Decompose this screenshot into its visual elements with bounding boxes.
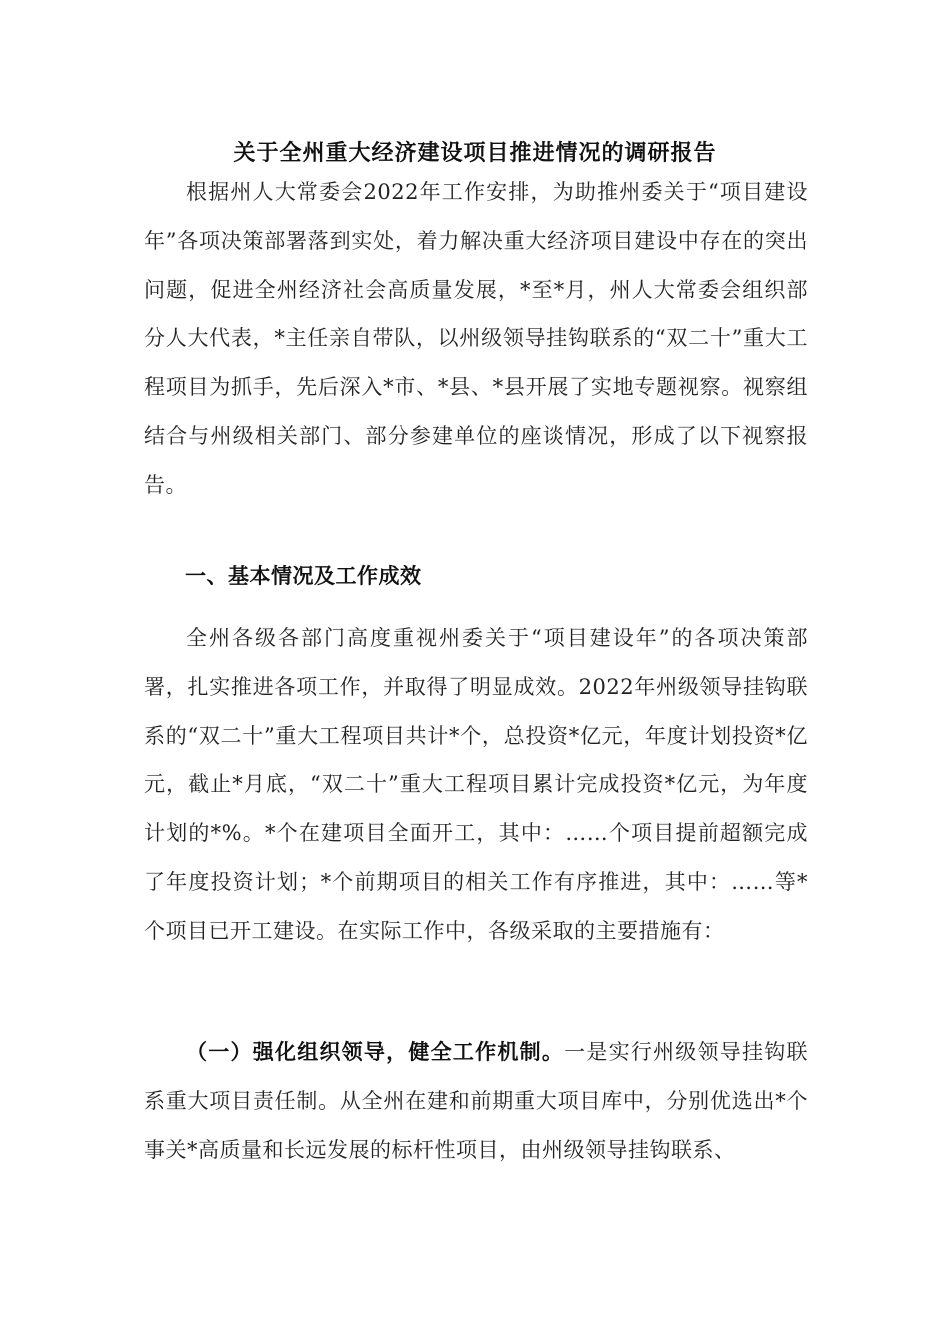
document-title: 关于全州重大经济建设项目推进情况的调研报告: [233, 141, 717, 166]
section-heading-basic-situation: 一、基本情况及工作成效: [185, 564, 422, 588]
measure-one-lead: （一）强化组织领导，健全工作机制。: [186, 1040, 565, 1064]
basic-situation-paragraph: 全州各级各部门高度重视州委关于“项目建设年”的各项决策部署，扎实推进各项工作，并取得了明显成效。2022年州级领导挂钩联系的“双二十”重大工程项目共计*个，总投资*亿元，年度计划投资*亿元，截止*月底，“双二十”重大工程项目累计完成投资*亿元，为年度计划的*%。*个在建项目全面开工，其中：……个项目提前超额完成了年度投资计划；*个前期项目的相关工作有序推进，其中：……等*个项目已开工建设。在实际工作中，各级采取的主要措施有：: [144, 626, 808, 943]
measure-one-text: 一是实行州级领导挂钩联系重大项目责任制。从全州在建和前期重大项目库中，分别优选出*个事关*高质量和长远发展的标杆性项目，由州级领导挂钩联系、: [144, 1040, 809, 1162]
measure-one-paragraph: [144, 1028, 808, 1174]
intro-paragraph: 根据州人大常委会2022年工作安排，为助推州委关于“项目建设年”各项决策部署落到实处，着力解决重大经济项目建设中存在的突出问题，促进全州经济社会高质量发展，*至*月，州人大常委会组织部分人大代表，*主任亲自带队，以州级领导挂钩联系的“双二十”重大工程项目为抓手，先后深入*市、*县、*县开展了实地专题视察。视察组结合与州级相关部门、部分参建单位的座谈情况，形成了以下视察报告。: [144, 180, 808, 497]
